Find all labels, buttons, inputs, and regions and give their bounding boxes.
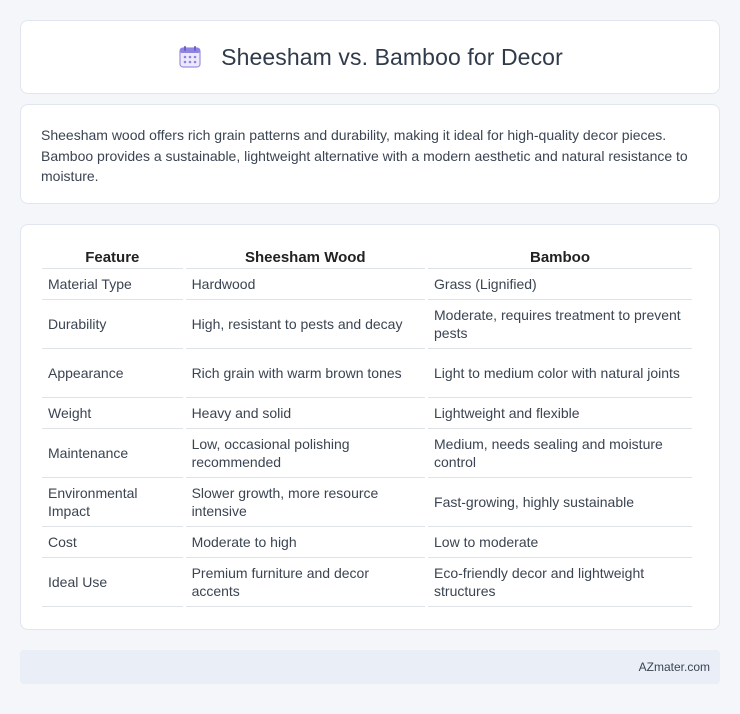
sheesham-cell: Hardwood xyxy=(186,269,425,300)
table-row xyxy=(42,349,692,398)
feature-cell: Weight xyxy=(42,398,183,429)
bamboo-cell: Medium, needs sealing and moisture control xyxy=(428,429,692,478)
sheesham-cell: Slower growth, more resource intensive xyxy=(186,478,425,527)
sheesham-cell: Heavy and solid xyxy=(186,398,425,429)
table-row xyxy=(42,478,692,527)
page-title: Sheesham vs. Bamboo for Decor xyxy=(221,43,563,70)
column-header-sheesham: Sheesham Wood xyxy=(186,245,425,269)
bamboo-cell: Moderate, requires treatment to prevent pests xyxy=(428,300,692,349)
feature-cell: Ideal Use xyxy=(42,558,183,607)
feature-cell: Durability xyxy=(42,300,183,349)
table-row xyxy=(42,558,692,607)
table-row xyxy=(42,300,692,349)
footer-bar xyxy=(20,650,720,684)
sheesham-cell: High, resistant to pests and decay xyxy=(186,300,425,349)
bamboo-cell: Low to moderate xyxy=(428,527,692,558)
feature-cell: Material Type xyxy=(42,269,183,300)
sheesham-cell: Moderate to high xyxy=(186,527,425,558)
bamboo-cell: Lightweight and flexible xyxy=(428,398,692,429)
title-card xyxy=(20,20,720,94)
intro-paragraph: Sheesham wood offers rich grain patterns and durability, making it ideal for high-quality decor pieces. Bamboo provides a sustainable, lightweight alternative with a modern aesthetic and natural resistance to moisture. xyxy=(41,127,688,184)
sheesham-cell: Rich grain with warm brown tones xyxy=(186,349,425,398)
comparison-table xyxy=(39,245,695,607)
table-row xyxy=(42,398,692,429)
footer-brand: AZmater.com xyxy=(638,660,710,674)
feature-cell: Appearance xyxy=(42,349,183,398)
table-row xyxy=(42,429,692,478)
comparison-table-card xyxy=(20,224,720,630)
feature-cell: Cost xyxy=(42,527,183,558)
table-row xyxy=(42,269,692,300)
feature-cell: Maintenance xyxy=(42,429,183,478)
table-row xyxy=(42,527,692,558)
column-header-feature: Feature xyxy=(42,245,183,269)
bamboo-cell: Fast-growing, highly sustainable xyxy=(428,478,692,527)
column-header-bamboo: Bamboo xyxy=(428,245,692,269)
feature-cell: Environmental Impact xyxy=(42,478,183,527)
sheesham-cell: Low, occasional polishing recommended xyxy=(186,429,425,478)
sheesham-cell: Premium furniture and decor accents xyxy=(186,558,425,607)
bamboo-cell: Eco-friendly decor and lightweight structures xyxy=(428,558,692,607)
bamboo-cell: Light to medium color with natural joints xyxy=(428,349,692,398)
calendar-icon xyxy=(177,44,203,70)
bamboo-cell: Grass (Lignified) xyxy=(428,269,692,300)
intro-card xyxy=(20,104,720,204)
title-wrap xyxy=(177,44,563,71)
table-header-row xyxy=(42,245,692,269)
